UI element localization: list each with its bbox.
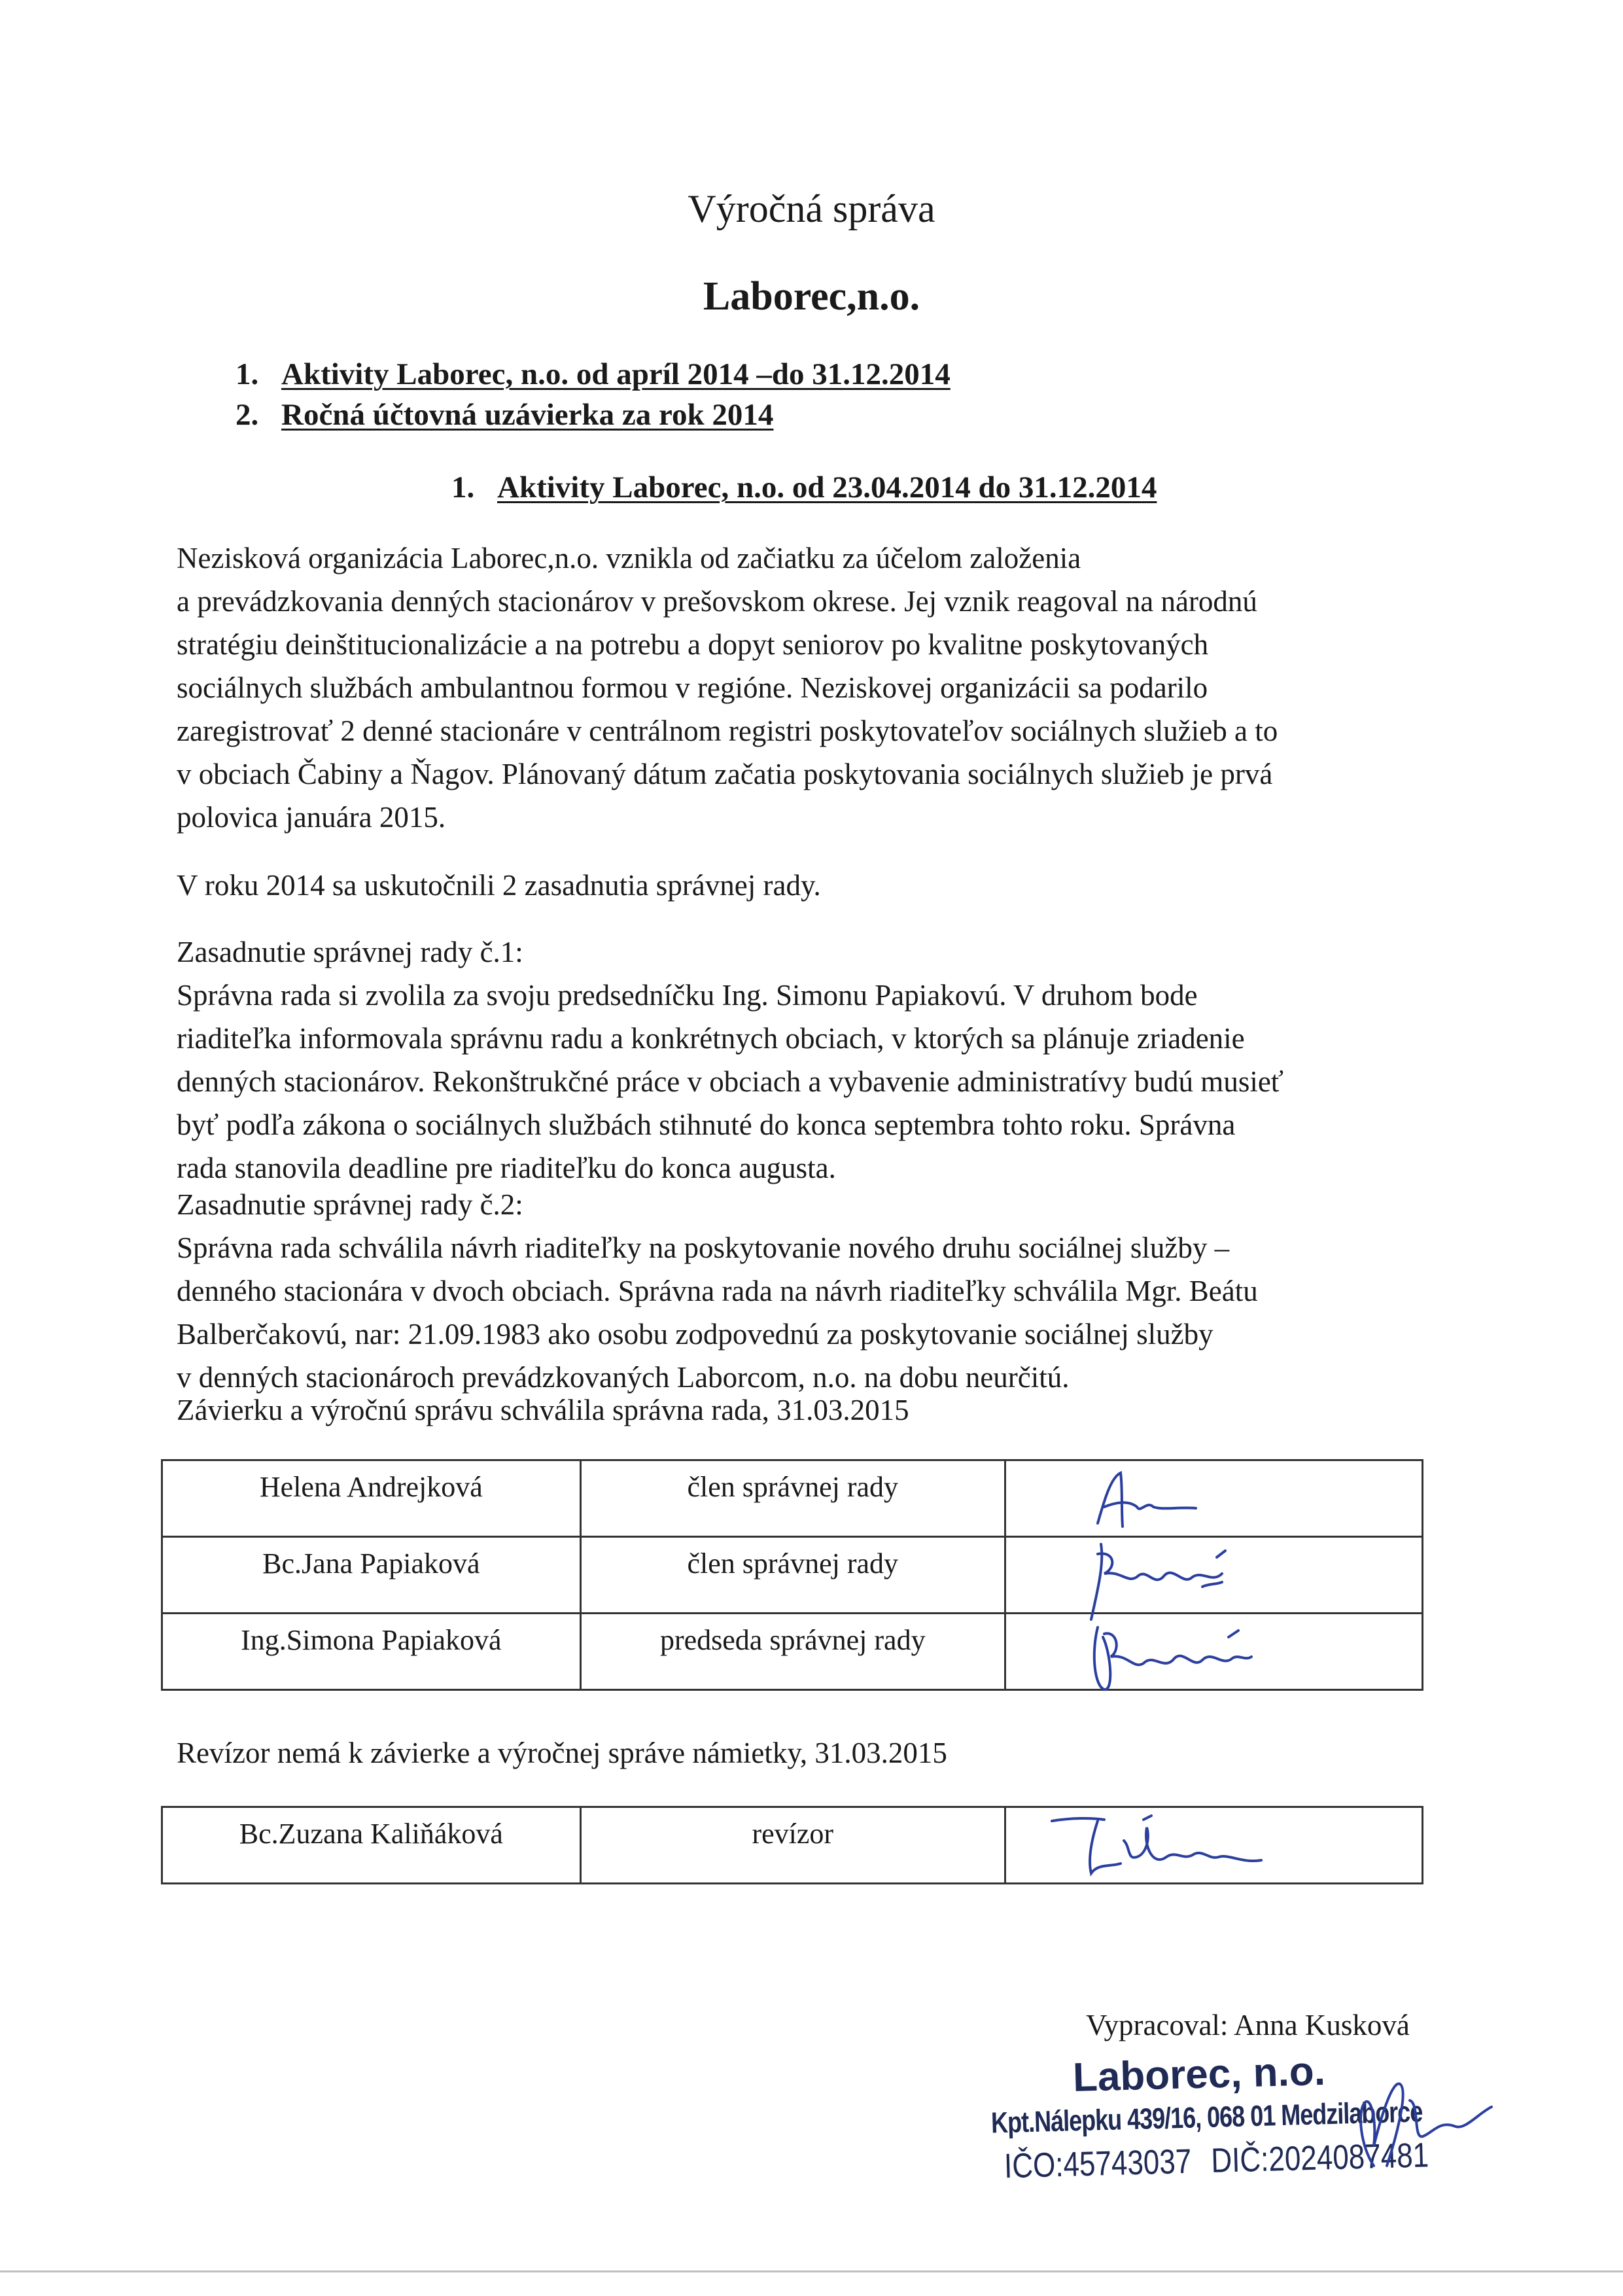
- page-bottom-rule: [0, 2270, 1623, 2272]
- stamp-address: Kpt.Nálepku 439/16, 068 01 Medzilaborce: [990, 2094, 1423, 2140]
- table-row: [162, 1614, 1423, 1690]
- auditor-statement: Revízor nemá k závierke a výročnej správe námietky, 31.03.2015: [177, 1737, 947, 1769]
- paragraph-line: rada stanovila deadline pre riaditeľku do konca augusta.: [177, 1152, 836, 1184]
- signature-kuskova: [1348, 2068, 1498, 2179]
- document-title: Výročná správa: [688, 187, 935, 230]
- organization-name: Laborec,n.o.: [703, 274, 920, 319]
- paragraph-line: denného stacionára v dvoch obciach. Správna rada na návrh riaditeľky schválila Mgr. Beátu: [177, 1275, 1258, 1307]
- toc-item-1: [236, 357, 951, 392]
- paragraph-line: polovica januára 2015.: [177, 801, 446, 834]
- stamp-name: Laborec, n.o.: [1072, 2048, 1326, 2101]
- signature-papiakova-simona: [1006, 1614, 1425, 1693]
- paragraph-line: zaregistrovať 2 denné stacionáre v centrálnom registri poskytovateľov sociálnych služieb a to: [177, 715, 1278, 747]
- paragraph-line: stratégiu deinštitucionalizácie a na potrebu a dopyt seniorov po kvalitne poskytovaných: [177, 628, 1209, 661]
- stamp-ico: IČO:45743037: [1003, 2142, 1192, 2186]
- paragraph-line: Nezisková organizácia Laborec,n.o. vznikla od začiatku za účelom založenia: [177, 542, 1081, 574]
- toc-text: Ročná účtovná uzávierka za rok 2014: [281, 398, 774, 432]
- paragraph-line: Správna rada si zvolila za svoju predsedníčku Ing. Simonu Papiakovú. V druhom bode: [177, 979, 1198, 1012]
- prepared-by: Vypracoval: Anna Kusková: [1086, 2009, 1410, 2041]
- board-table: [161, 1459, 1423, 1691]
- meetings-summary: V roku 2014 sa uskutočnili 2 zasadnutia správnej rady.: [177, 869, 821, 902]
- signature-cell: [1005, 1460, 1422, 1537]
- paragraph-line: Balberčakovú, nar: 21.09.1983 ako osobu zodpovednú za poskytovanie sociálnej služby: [177, 1318, 1213, 1351]
- signature-papiakova-jana: [1006, 1538, 1425, 1616]
- meeting-2: [177, 1183, 1485, 1399]
- section-number: 1.: [451, 470, 475, 504]
- member-name: Ing.Simona Papiaková: [162, 1614, 581, 1690]
- signature-cell: [1005, 1614, 1422, 1690]
- toc-number: 1.: [236, 357, 259, 391]
- toc-item-2: [236, 397, 773, 433]
- table-row: [162, 1537, 1423, 1614]
- paragraph-line: v denných stacionároch prevádzkovaných Laborcom, n.o. na dobu neurčitú.: [177, 1361, 1070, 1394]
- meeting-heading: Zasadnutie správnej rady č.2:: [177, 1188, 523, 1221]
- meeting-1: [177, 930, 1485, 1190]
- signature-cell: [1005, 1537, 1422, 1614]
- paragraph-line: sociálnych službách ambulantnou formou v regióne. Neziskovej organizácii sa podarilo: [177, 671, 1208, 704]
- section-title: Aktivity Laborec, n.o. od 23.04.2014 do 31.12.2014: [497, 470, 1157, 504]
- paragraph-line: riaditeľka informovala správnu radu a konkrétnych obciach, v ktorých sa plánuje zriadenie: [177, 1022, 1245, 1055]
- signature-cell: [1005, 1807, 1422, 1884]
- signature-kalinakova: [1006, 1808, 1425, 1880]
- member-role: člen správnej rady: [580, 1460, 1005, 1537]
- paragraph-line: v obciach Čabiny a Ňagov. Plánovaný dátum začatia poskytovania sociálnych služieb je prvá: [177, 758, 1273, 790]
- signature-andrejkova: [1006, 1461, 1425, 1540]
- paragraph-line: byť podľa zákona o sociálnych službách stihnuté do konca septembra tohto roku. Správna: [177, 1108, 1236, 1141]
- member-name: Helena Andrejková: [162, 1460, 581, 1537]
- table-row: [162, 1460, 1423, 1537]
- stamp-dic: DIČ:2024087481: [1210, 2136, 1429, 2181]
- member-role: člen správnej rady: [580, 1537, 1005, 1614]
- paragraph-line: Správna rada schválila návrh riaditeľky na poskytovanie nového druhu sociálnej služby –: [177, 1231, 1230, 1264]
- paragraph-line: denných stacionárov. Rekonštrukčné práce v obciach a vybavenie administratívy budú musieť: [177, 1065, 1284, 1098]
- auditor-role: revízor: [580, 1807, 1005, 1884]
- member-name: Bc.Jana Papiaková: [162, 1537, 581, 1614]
- toc-number: 2.: [236, 398, 259, 432]
- section-heading: [451, 470, 1157, 505]
- toc-text: Aktivity Laborec, n.o. od apríl 2014 –do 31.12.2014: [281, 357, 951, 391]
- intro-paragraph: [177, 537, 1485, 839]
- meeting-heading: Zasadnutie správnej rady č.1:: [177, 936, 523, 968]
- approval-statement: Závierku a výročnú správu schválila správna rada, 31.03.2015: [177, 1394, 909, 1426]
- paragraph-line: a prevádzkovania denných stacionárov v prešovskom okrese. Jej vznik reagoval na národnú: [177, 585, 1257, 618]
- member-role: predseda správnej rady: [580, 1614, 1005, 1690]
- auditor-table: [161, 1806, 1423, 1884]
- auditor-name: Bc.Zuzana Kaliňáková: [162, 1807, 581, 1884]
- table-row: [162, 1807, 1423, 1884]
